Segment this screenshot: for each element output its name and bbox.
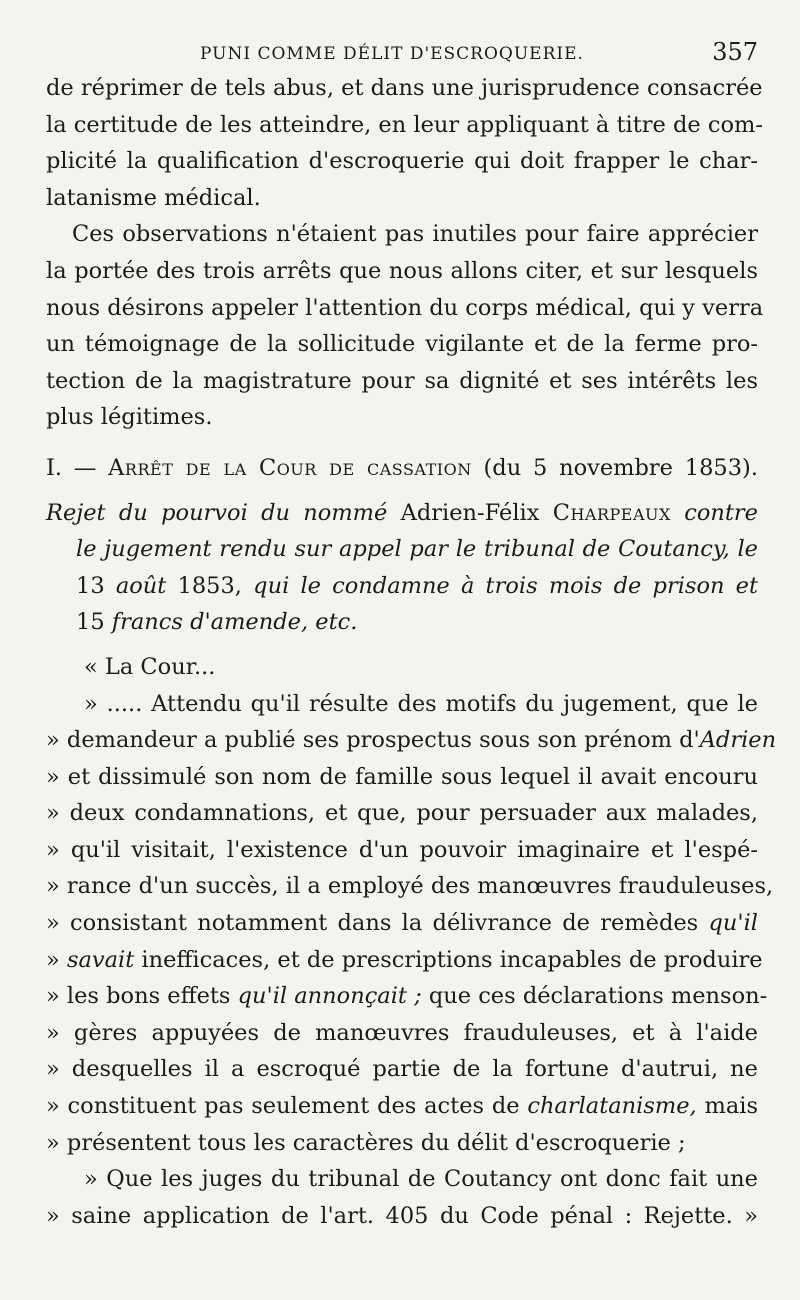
text-line: nous désirons appeler l'attention du corps médical, qui y verra (46, 294, 764, 321)
summary-text: contre (684, 499, 759, 526)
judgment-line: » présentent tous les caractères du délit d'escroquerie ; (46, 1129, 686, 1156)
judgment-italic: Adrien (699, 727, 777, 754)
summary-number: 1853, (177, 572, 242, 599)
text-line: Ces observations n'étaient pas inutiles pour faire apprécier (72, 221, 758, 248)
judgment-text: inefficaces, et de prescriptions incapables de produire (141, 946, 763, 973)
judgment-italic: savait (66, 946, 135, 973)
judgment-text: » consistant notamment dans la délivrance de remèdes (46, 910, 699, 937)
text-line: de réprimer de tels abus, et dans une jurisprudence consacrée (46, 75, 763, 101)
judgment-quote (46, 649, 777, 1235)
summary-line (46, 495, 758, 532)
judgment-line (46, 722, 777, 759)
book-page (46, 30, 777, 1234)
paragraph-2 (46, 216, 764, 436)
text-line: latanisme médical. (46, 184, 261, 211)
summary-line (46, 568, 758, 605)
judgment-line: » ..... Attendu qu'il résulte des motifs du jugement, que le (84, 690, 758, 717)
text-line: plus légitimes. (46, 404, 213, 431)
judgment-line: » Que les juges du tribunal de Coutancy ont donc fait une (84, 1166, 758, 1193)
judgment-line: » gères appuyées de manœuvres frauduleuses, et à l'aide (46, 1019, 758, 1046)
judgment-opening: « La Cour... (84, 653, 216, 680)
spacer (46, 641, 758, 649)
summary-text: août (115, 572, 167, 599)
text-line: tection de la magistrature pour sa dignité et ses intérêts les (46, 367, 758, 394)
summary-number: 15 (76, 609, 105, 636)
paragraph-1 (46, 70, 763, 216)
judgment-text: mais (704, 1093, 758, 1120)
section-title: Arrêt de la Cour de cassation (108, 454, 472, 481)
summary-line (46, 604, 758, 641)
party-surname: Charpeaux (552, 499, 671, 526)
judgment-line (46, 978, 768, 1015)
judgment-italic: charlatanisme, (527, 1093, 697, 1120)
text-line: la certitude de les atteindre, en leur appliquant à titre de com- (46, 111, 763, 138)
judgment-line (46, 905, 758, 942)
page-header (46, 30, 758, 70)
judgment-text: » (46, 946, 60, 973)
spacer (46, 436, 758, 450)
judgment-text: que ces déclarations menson- (428, 983, 768, 1010)
judgment-text: » les bons effets (46, 983, 231, 1010)
section-heading (46, 450, 758, 487)
running-title: PUNI COMME DÉLIT D'ESCROQUERIE. (200, 44, 584, 64)
judgment-line: » et dissimulé son nom de famille sous lequel il avait encouru (46, 763, 758, 790)
spacer (46, 487, 758, 495)
section-date: (du 5 novembre 1853). (483, 454, 758, 481)
judgment-line: » rance d'un succès, il a employé des manœuvres frauduleuses, (46, 873, 774, 900)
judgment-line (46, 942, 763, 979)
summary-text: francs d'amende, etc. (111, 609, 358, 636)
text-line: la portée des trois arrêts que nous allons citer, et sur lesquels (46, 257, 758, 284)
judgment-italic: qu'il (708, 910, 758, 937)
judgment-line: » saine application de l'art. 405 du Code pénal : Rejette. » (46, 1202, 758, 1229)
judgment-text: » constituent pas seulement des actes de (46, 1093, 520, 1120)
text-line: plicité la qualification d'escroquerie qui doit frapper le char- (46, 148, 758, 175)
judgment-italic: qu'il annonçait ; (237, 983, 422, 1010)
judgment-line: » qu'il visitait, l'existence d'un pouvoir imaginaire et l'espé- (46, 836, 758, 863)
judgment-line: » desquelles il a escroqué partie de la fortune d'autrui, ne (46, 1056, 758, 1083)
summary-line: le jugement rendu sur appel par le tribunal de Coutancy, le (76, 536, 758, 563)
section-number: I. — (46, 454, 97, 481)
judgment-line: » deux condamnations, et que, pour persuader aux malades, (46, 800, 758, 827)
summary (46, 495, 758, 641)
summary-text: qui le condamne à trois mois de prison et (253, 572, 759, 599)
text-line: un témoignage de la sollicitude vigilante et de la ferme pro- (46, 331, 758, 358)
summary-number: 13 (76, 572, 105, 599)
judgment-text: » demandeur a publié ses prospectus sous son prénom d' (46, 727, 700, 754)
summary-text: Rejet du pourvoi du nommé (46, 499, 388, 526)
party-name: Adrien-Félix (400, 499, 540, 526)
judgment-line (46, 1088, 758, 1125)
page-number: 357 (712, 38, 758, 66)
